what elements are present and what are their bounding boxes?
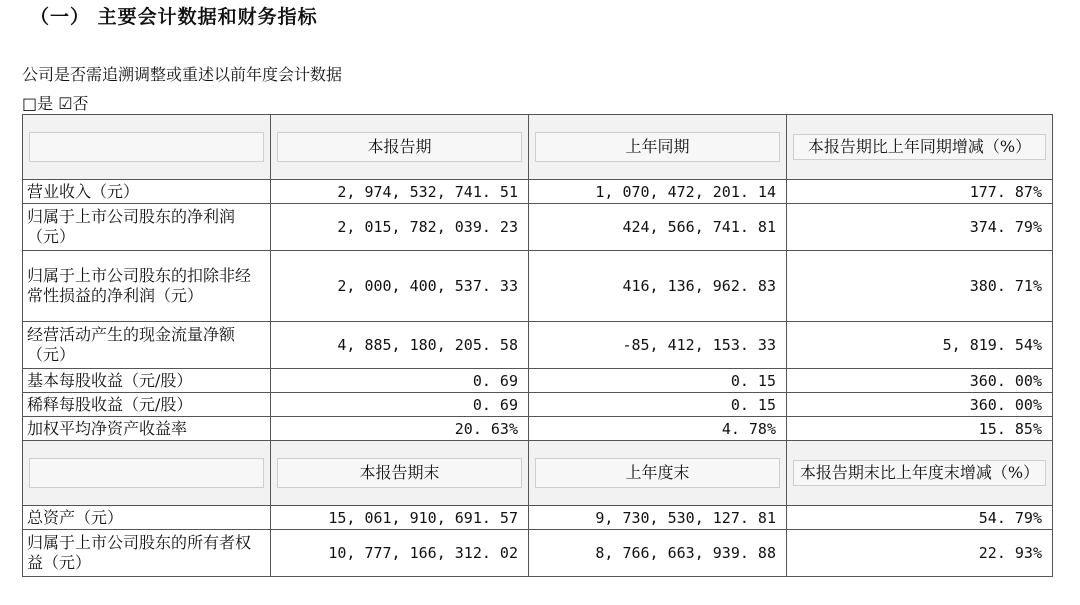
table-row (23, 322, 1053, 369)
row-label: 稀释每股收益（元/股） (23, 393, 271, 417)
change-value: 177. 87% (787, 180, 1053, 204)
previous-value: 0. 15 (529, 393, 787, 417)
table-header-row (23, 441, 1053, 506)
current-value: 2, 974, 532, 741. 51 (271, 180, 529, 204)
change-value: 374. 79% (787, 204, 1053, 251)
table-header-row (23, 115, 1053, 180)
current-value: 20. 63% (271, 417, 529, 441)
change-value: 5, 819. 54% (787, 322, 1053, 369)
row-label: 归属于上市公司股东的所有者权益（元） (23, 530, 271, 577)
table-row (23, 530, 1053, 577)
previous-value: 416, 136, 962. 83 (529, 251, 787, 322)
header-cell-period-end: 本报告期末 (271, 441, 529, 506)
current-value: 4, 885, 180, 205. 58 (271, 322, 529, 369)
header-cell-change: 本报告期末比上年度末增减（%） (787, 441, 1053, 506)
header-cell-year-end: 上年度末 (529, 441, 787, 506)
current-value: 0. 69 (271, 369, 529, 393)
previous-value: 4. 78% (529, 417, 787, 441)
table-row (23, 204, 1053, 251)
row-label: 基本每股收益（元/股） (23, 369, 271, 393)
change-value: 22. 93% (787, 530, 1053, 577)
header-cell-empty (23, 441, 271, 506)
table-row (23, 506, 1053, 530)
previous-value: 9, 730, 530, 127. 81 (529, 506, 787, 530)
change-value: 360. 00% (787, 369, 1053, 393)
current-value: 10, 777, 166, 312. 02 (271, 530, 529, 577)
row-label: 经营活动产生的现金流量净额（元） (23, 322, 271, 369)
header-cell-change: 本报告期比上年同期增减（%） (787, 115, 1053, 180)
previous-value: 1, 070, 472, 201. 14 (529, 180, 787, 204)
row-label: 营业收入（元） (23, 180, 271, 204)
financial-data-table (22, 114, 1053, 577)
section-title: （一） 主要会计数据和财务指标 (30, 6, 318, 28)
previous-value: -85, 412, 153. 33 (529, 322, 787, 369)
table-row (23, 393, 1053, 417)
previous-value: 0. 15 (529, 369, 787, 393)
row-label: 归属于上市公司股东的扣除非经常性损益的净利润（元） (23, 251, 271, 322)
restatement-question: 公司是否需追溯调整或重述以前年度会计数据 (22, 65, 343, 84)
restatement-answer: □是 ☑否 (22, 94, 89, 113)
row-label: 加权平均净资产收益率 (23, 417, 271, 441)
row-label: 归属于上市公司股东的净利润（元） (23, 204, 271, 251)
table-row (23, 369, 1053, 393)
header-cell-current: 本报告期 (271, 115, 529, 180)
table-row (23, 417, 1053, 441)
row-label: 总资产（元） (23, 506, 271, 530)
header-cell-empty (23, 115, 271, 180)
table-row (23, 251, 1053, 322)
table-row (23, 180, 1053, 204)
header-cell-previous: 上年同期 (529, 115, 787, 180)
change-value: 54. 79% (787, 506, 1053, 530)
change-value: 380. 71% (787, 251, 1053, 322)
current-value: 2, 015, 782, 039. 23 (271, 204, 529, 251)
current-value: 2, 000, 400, 537. 33 (271, 251, 529, 322)
previous-value: 8, 766, 663, 939. 88 (529, 530, 787, 577)
current-value: 15, 061, 910, 691. 57 (271, 506, 529, 530)
change-value: 15. 85% (787, 417, 1053, 441)
current-value: 0. 69 (271, 393, 529, 417)
change-value: 360. 00% (787, 393, 1053, 417)
previous-value: 424, 566, 741. 81 (529, 204, 787, 251)
